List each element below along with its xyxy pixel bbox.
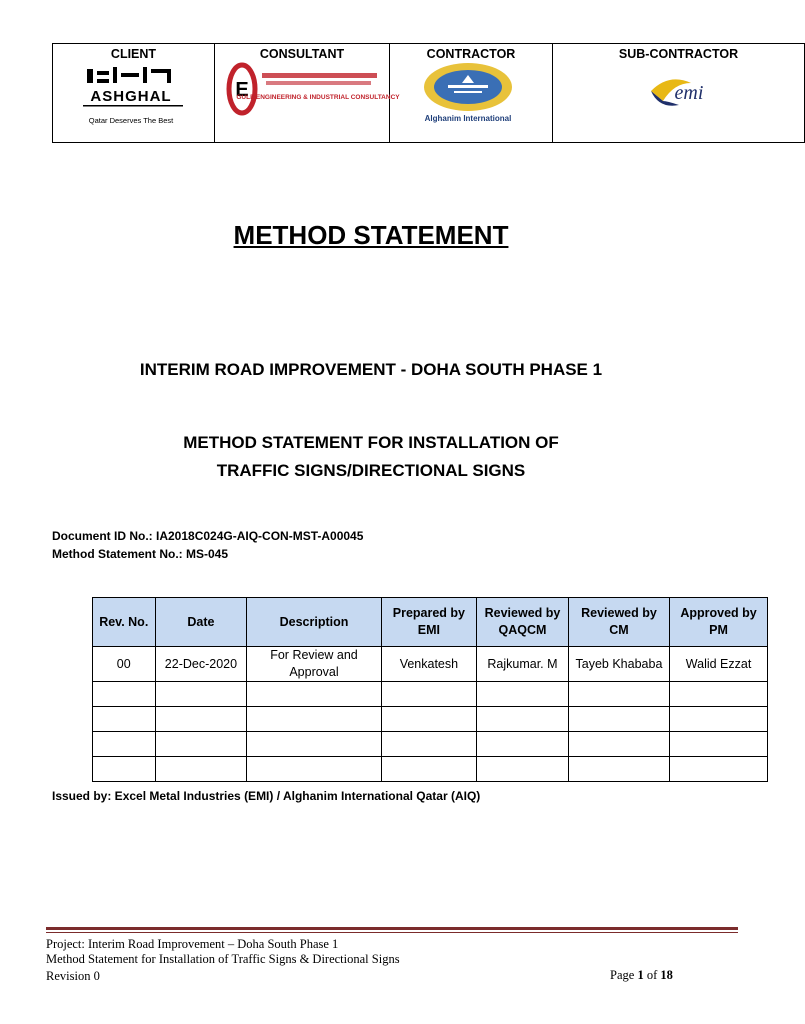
- footer-method-statement: Method Statement for Installation of Traffic Signs & Directional Signs: [46, 952, 400, 966]
- cell-description: For Review and Approval: [247, 647, 381, 682]
- page-of: of: [646, 968, 658, 982]
- document-ids: [52, 527, 363, 563]
- footer-project: Project: Interim Road Improvement – Doha South Phase 1: [46, 937, 339, 951]
- page-current: 1: [637, 968, 644, 982]
- document-subtitle: [0, 429, 742, 485]
- table-row-empty: [93, 757, 768, 782]
- table-row-empty: [93, 707, 768, 732]
- page-number: [610, 968, 673, 983]
- footer-rule: [46, 927, 738, 930]
- subcontractor-cell: [553, 44, 805, 143]
- col-description: Description: [247, 598, 381, 647]
- page-total: 18: [660, 968, 673, 982]
- cell-prepared-by: Venkatesh: [381, 647, 476, 682]
- issued-by: Issued by: Excel Metal Industries (EMI) / Alghanim International Qatar (AIQ): [52, 789, 481, 803]
- consultant-cell: [215, 44, 400, 143]
- page-prefix: Page: [610, 968, 635, 982]
- header-table: [52, 43, 805, 143]
- page-title: METHOD STATEMENT: [233, 220, 509, 250]
- consultant-label: CONSULTANT: [259, 47, 345, 61]
- geic-logo: [215, 61, 400, 136]
- cell-date: 22-Dec-2020: [155, 647, 247, 682]
- method-statement-number: Method Statement No.: MS-045: [52, 547, 229, 561]
- revision-header-row: [93, 598, 768, 647]
- consultant-logo-text: GULF ENGINEERING & INDUSTRIAL CONSULTANCY: [236, 94, 400, 101]
- cell-rev-no: 00: [93, 647, 156, 682]
- project-title: INTERIM ROAD IMPROVEMENT - DOHA SOUTH PHASE 1: [139, 360, 603, 379]
- col-approved-by: Approved by PM: [670, 598, 768, 647]
- subcontractor-label: SUB-CONTRACTOR: [618, 47, 739, 61]
- col-reviewed-by-cm: Reviewed by CM: [568, 598, 669, 647]
- subtitle-line-1: METHOD STATEMENT FOR INSTALLATION OF: [183, 433, 559, 452]
- revision-table: [92, 597, 768, 782]
- table-row-empty: [93, 682, 768, 707]
- col-reviewed-by-qaqcm: Reviewed by QAQCM: [477, 598, 569, 647]
- contractor-logo-text: Alghanim International: [424, 114, 512, 123]
- document-id: Document ID No.: IA2018C024G-AIQ-CON-MST-A00045: [52, 529, 364, 543]
- col-prepared-by: Prepared by EMI: [381, 598, 476, 647]
- client-logo-text: ASHGHAL: [89, 88, 172, 105]
- emi-logo: [553, 61, 804, 136]
- col-date: Date: [155, 598, 247, 647]
- svg-text:E: E: [235, 79, 249, 101]
- footer-revision: Revision 0: [46, 969, 100, 983]
- cell-reviewed-by-cm: Tayeb Khababa: [568, 647, 669, 682]
- footer-rule-thin: [46, 932, 738, 933]
- client-tagline: Qatar Deserves The Best: [88, 116, 173, 125]
- col-rev-no: Rev. No.: [93, 598, 156, 647]
- cell-approved-by: Walid Ezzat: [670, 647, 768, 682]
- table-row: [93, 647, 768, 682]
- contractor-cell: [390, 44, 553, 143]
- ashghal-logo: [53, 61, 214, 136]
- alghanim-logo: [390, 61, 552, 136]
- subtitle-line-2: TRAFFIC SIGNS/DIRECTIONAL SIGNS: [216, 461, 526, 480]
- client-cell: [53, 44, 215, 143]
- client-label: CLIENT: [110, 47, 157, 61]
- cell-reviewed-by-qaqcm: Rajkumar. M: [477, 647, 569, 682]
- contractor-label: CONTRACTOR: [426, 47, 516, 61]
- table-row-empty: [93, 732, 768, 757]
- subcontractor-logo-text: emi: [674, 82, 703, 104]
